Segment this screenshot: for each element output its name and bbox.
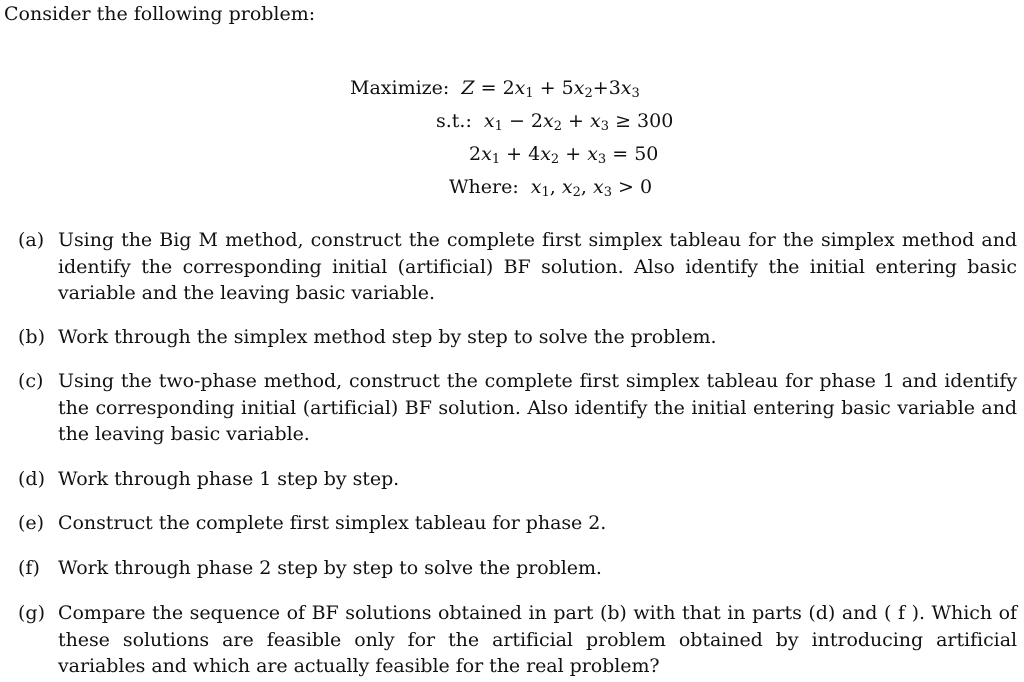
constraint-2-relation: =: [612, 143, 629, 165]
term-subscript: 1: [494, 119, 503, 134]
question-label: (a): [18, 229, 45, 251]
term-coefficient: 2: [530, 110, 544, 132]
question-label: (f): [18, 557, 40, 579]
where-rhs: 0: [640, 176, 653, 198]
term-operator: −: [502, 110, 531, 132]
question-label: (g): [18, 602, 45, 624]
term-variable: x: [561, 176, 573, 198]
question-text: Work through phase 2 step by step to solve the problem.: [58, 557, 602, 579]
question-label: (b): [18, 326, 45, 348]
term-variable: x: [540, 143, 551, 165]
term-operator: +: [500, 143, 529, 165]
objective-z: Z: [461, 77, 475, 99]
term-variable: x: [573, 77, 585, 99]
intro-text: Consider the following problem:: [4, 3, 316, 25]
constraint-1-terms: [484, 110, 609, 132]
term-variable: x: [587, 143, 598, 165]
term-variable: x: [483, 110, 495, 132]
constraint-2-line: [469, 142, 658, 166]
question-text: Using the two-phase method, construct the complete first simplex tableau for phase 1 and identify the corresponding initial (artificial) BF solution. Also identify the initial entering basic variable and the leaving basic variable.: [58, 370, 1017, 445]
term-variable: x: [592, 176, 604, 198]
question-label: (e): [18, 512, 45, 534]
st-label: s.t.:: [436, 110, 472, 132]
term-variable: x: [543, 110, 554, 132]
term-coefficient: 5: [561, 77, 574, 99]
term-variable: x: [590, 110, 601, 132]
objective-label: Maximize:: [350, 77, 450, 99]
term-coefficient: 3: [608, 77, 621, 99]
term-operator: +: [592, 77, 609, 99]
constraint-2-terms: [469, 143, 606, 165]
question-text: Compare the sequence of BF solutions obtained in part (b) with that in parts (d) and ( f ). Which of these solutions are feasible only for the artificial problem obtained by introducing artificial variables and which are actually feasible for the real problem?: [58, 602, 1017, 677]
question-text: Using the Big M method, construct the complete first simplex tableau for the simplex method and identify the corresponding initial (artificial) BF solution. Also identify the initial entering basic variable and the leaving basic variable.: [58, 229, 1017, 304]
constraint-2-rhs: 50: [634, 143, 659, 165]
term-subscript: 1: [491, 152, 501, 167]
term-subscript: 2: [572, 185, 581, 200]
constraint-2-expression: [469, 143, 658, 165]
where-vars: [531, 176, 612, 198]
term-operator: ,: [580, 176, 593, 198]
question-label: (c): [18, 370, 44, 392]
question-text: Work through the simplex method step by step to solve the problem.: [58, 326, 717, 348]
term-subscript: 3: [597, 152, 607, 167]
term-variable: x: [620, 77, 632, 99]
term-subscript: 1: [541, 185, 550, 200]
term-variable: x: [481, 143, 492, 165]
where-label: Where:: [449, 176, 519, 198]
term-subscript: 2: [550, 152, 560, 167]
question-text: Construct the complete first simplex tableau for phase 2.: [58, 512, 607, 534]
objective-expression: $Z = 2x_1 + 5x_2+3x_3$: [461, 77, 640, 101]
question-label: (d): [18, 468, 45, 490]
term-operator: +: [559, 143, 588, 165]
term-operator: +: [533, 77, 562, 99]
term-variable: x: [514, 77, 526, 99]
term-subscript: 3: [631, 86, 640, 101]
term-subscript: 1: [525, 86, 534, 101]
where-line: [449, 175, 652, 199]
term-variable: x: [530, 176, 542, 198]
term-coefficient: 2: [469, 143, 482, 165]
term-operator: +: [562, 110, 591, 132]
where-relation: >: [618, 176, 634, 198]
term-subscript: 3: [603, 185, 612, 200]
objective-terms: [503, 77, 640, 99]
constraint-1-expression: [484, 110, 673, 132]
term-subscript: 2: [553, 119, 563, 134]
term-coefficient: 4: [528, 143, 541, 165]
term-subscript: 2: [584, 86, 593, 101]
where-expression: [531, 176, 652, 198]
term-operator: ,: [549, 176, 562, 198]
question-text: Work through phase 1 step by step.: [58, 468, 400, 490]
constraint-1-line: [436, 109, 673, 133]
constraint-1-rhs: 300: [637, 110, 674, 132]
term-coefficient: 2: [502, 77, 515, 99]
objective-line: [350, 76, 640, 100]
constraint-1-relation: ≥: [615, 110, 631, 132]
term-subscript: 3: [600, 119, 610, 134]
